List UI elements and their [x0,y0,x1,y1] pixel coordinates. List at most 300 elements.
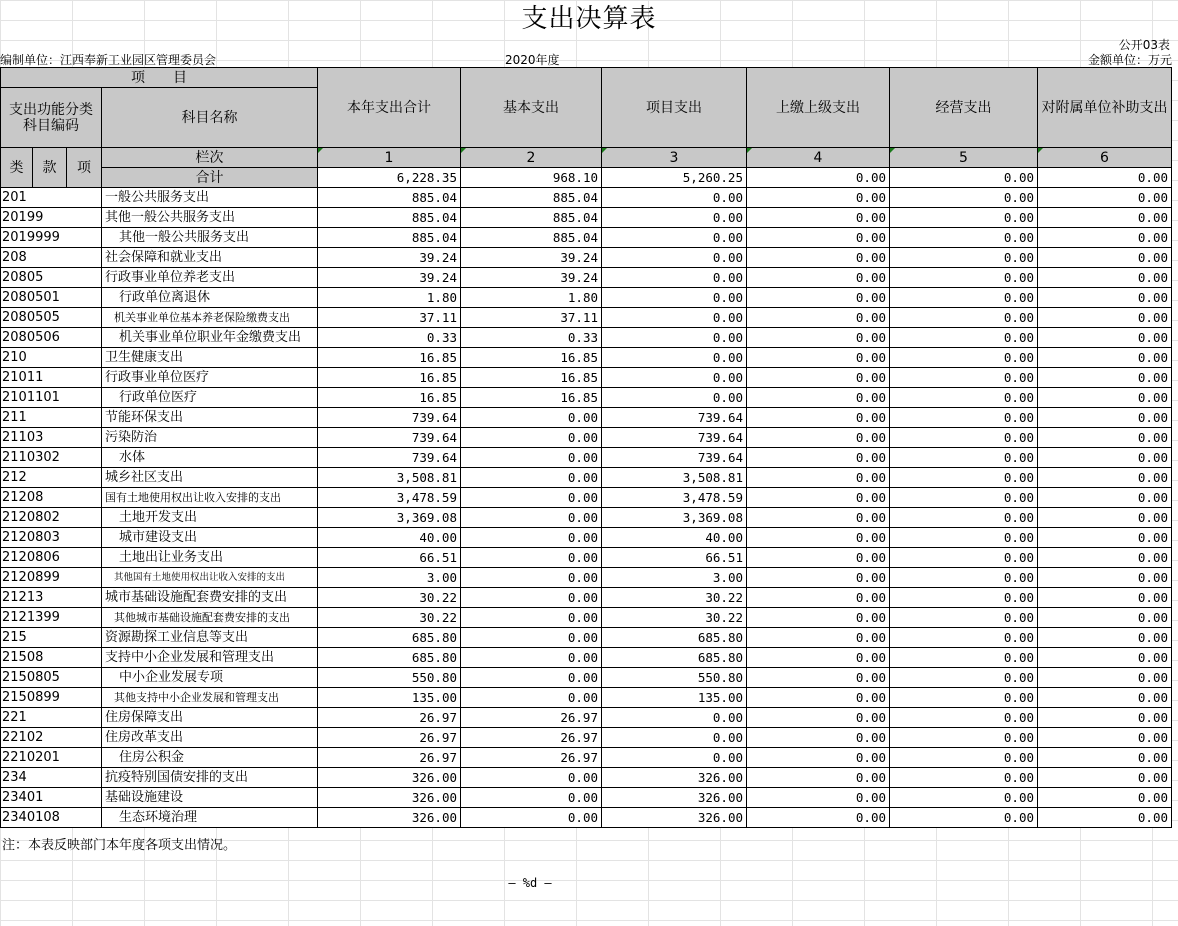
amount-cell: 0.00 [461,508,602,528]
amount-cell: 0.00 [890,728,1038,748]
amount-cell: 135.00 [602,688,747,708]
amount-cell: 0.00 [890,248,1038,268]
amount-cell: 0.00 [747,488,890,508]
amount-cell: 0.00 [1038,648,1172,668]
amount-cell: 66.51 [318,548,461,568]
col-number: 4 [747,148,890,168]
subject-name: 污染防治 [102,428,318,448]
amount-cell: 0.00 [747,508,890,528]
subject-name: 资源勘探工业信息等支出 [102,628,318,648]
amount-cell: 0.00 [602,348,747,368]
amount-cell: 0.00 [461,408,602,428]
amount-cell: 0.00 [461,568,602,588]
amount-cell: 0.00 [461,548,602,568]
amount-cell: 16.85 [318,368,461,388]
subject-name: 住房改革支出 [102,728,318,748]
amount-cell: 30.22 [318,608,461,628]
amount-cell: 0.00 [747,688,890,708]
col-number: 5 [890,148,1038,168]
table-row [1,748,1172,768]
amount-cell: 0.00 [1038,428,1172,448]
amount-cell: 0.00 [890,308,1038,328]
amount-cell: 0.00 [890,448,1038,468]
amount-cell: 0.00 [890,668,1038,688]
subject-name: 卫生健康支出 [102,348,318,368]
amount-cell: 26.97 [318,748,461,768]
amount-cell: 885.04 [461,208,602,228]
table-row [1,288,1172,308]
table-row [1,408,1172,428]
amount-cell: 0.00 [747,368,890,388]
amount-cell: 739.64 [602,428,747,448]
subject-name: 中小企业发展专项 [102,668,318,688]
amount-cell: 0.00 [747,348,890,368]
table-row [1,688,1172,708]
subject-name: 国有土地使用权出让收入安排的支出 [102,488,318,508]
subject-name: 土地开发支出 [102,508,318,528]
amount-cell: 0.00 [747,708,890,728]
amount-cell: 16.85 [461,348,602,368]
amount-cell: 0.00 [890,648,1038,668]
amount-cell: 37.11 [461,308,602,328]
amount-cell: 0.00 [1038,348,1172,368]
amount-cell: 0.00 [461,488,602,508]
subject-name: 其他一般公共服务支出 [102,228,318,248]
subject-code: 2101101 [1,388,102,408]
amount-cell: 0.00 [602,708,747,728]
amount-cell: 0.00 [747,668,890,688]
table-row [1,768,1172,788]
subject-code: 2019999 [1,228,102,248]
amount-cell: 0.00 [1038,508,1172,528]
table-row [1,308,1172,328]
amount-cell: 0.00 [747,588,890,608]
table-row [1,708,1172,728]
header-col-business: 经营支出 [890,68,1038,148]
table-row [1,668,1172,688]
amount-cell: 550.80 [318,668,461,688]
subject-code: 2080505 [1,308,102,328]
amount-cell: 0.00 [890,288,1038,308]
subject-code: 221 [1,708,102,728]
amount-cell: 0.00 [1038,608,1172,628]
subject-name: 其他一般公共服务支出 [102,208,318,228]
amount-cell: 739.64 [602,408,747,428]
subject-name: 生态环境治理 [102,808,318,828]
table-row [1,188,1172,208]
amount-cell: 0.00 [747,208,890,228]
amount-cell: 0.00 [1038,748,1172,768]
amount-cell: 0.00 [1038,208,1172,228]
header-xiangmu: 项 目 [1,68,318,88]
subject-code: 20199 [1,208,102,228]
amount-cell: 0.00 [747,408,890,428]
amount-cell: 0.00 [890,428,1038,448]
amount-cell: 0.00 [890,348,1038,368]
table-row [1,328,1172,348]
amount-cell: 739.64 [318,428,461,448]
subject-code: 21011 [1,368,102,388]
amount-cell: 0.00 [890,688,1038,708]
amount-cell: 0.00 [890,708,1038,728]
amount-cell: 30.22 [318,588,461,608]
amount-cell: 0.00 [1038,188,1172,208]
subject-code: 21208 [1,488,102,508]
amount-cell: 0.00 [890,408,1038,428]
amount-cell: 39.24 [318,248,461,268]
table-row [1,508,1172,528]
amount-cell: 39.24 [318,268,461,288]
amount-cell: 0.00 [602,328,747,348]
header-lanci: 栏次 [102,148,318,168]
amount-cell: 0.00 [747,528,890,548]
amount-cell: 0.00 [461,688,602,708]
subject-code: 2340108 [1,808,102,828]
amount-cell: 0.00 [747,228,890,248]
amount-cell: 0.00 [461,448,602,468]
table-row [1,468,1172,488]
amount-cell: 0.00 [890,468,1038,488]
amount-cell: 0.00 [1038,628,1172,648]
amount-cell: 0.00 [890,568,1038,588]
amount-cell: 26.97 [461,748,602,768]
amount-cell: 0.00 [602,208,747,228]
subject-code: 2120802 [1,508,102,528]
subject-code: 201 [1,188,102,208]
header-lei: 类 [1,148,33,188]
amount-cell: 0.00 [461,768,602,788]
amount-cell: 0.33 [461,328,602,348]
header-name-col: 科目名称 [102,88,318,148]
amount-cell: 0.00 [747,428,890,448]
amount-cell: 0.00 [747,268,890,288]
subject-code: 210 [1,348,102,368]
table-row [1,428,1172,448]
amount-cell: 40.00 [318,528,461,548]
amount-cell: 30.22 [602,588,747,608]
amount-cell: 30.22 [602,608,747,628]
amount-cell: 0.00 [461,428,602,448]
amount-cell: 37.11 [318,308,461,328]
subject-code: 2080506 [1,328,102,348]
subject-code: 215 [1,628,102,648]
amount-cell: 0.00 [1038,448,1172,468]
subject-code: 208 [1,248,102,268]
header-kuan: 款 [33,148,67,188]
amount-cell: 3.00 [318,568,461,588]
amount-cell: 685.80 [602,648,747,668]
amount-cell: 0.00 [1038,268,1172,288]
amount-cell: 685.80 [602,628,747,648]
table-row [1,248,1172,268]
subject-code: 211 [1,408,102,428]
subject-code: 234 [1,768,102,788]
amount-cell: 0.00 [890,528,1038,548]
amount-cell: 0.00 [890,768,1038,788]
amount-cell: 0.00 [461,648,602,668]
total-cell: 968.10 [461,168,602,188]
amount-cell: 0.00 [890,208,1038,228]
subject-name: 住房保障支出 [102,708,318,728]
amount-cell: 885.04 [318,228,461,248]
amount-cell: 0.00 [1038,528,1172,548]
amount-cell: 0.00 [1038,408,1172,428]
page-number: — %d — [508,876,552,890]
amount-cell: 0.00 [461,608,602,628]
amount-cell: 0.00 [1038,288,1172,308]
subject-name: 行政事业单位医疗 [102,368,318,388]
amount-cell: 885.04 [461,188,602,208]
amount-cell: 0.00 [1038,808,1172,828]
subject-code: 21103 [1,428,102,448]
subject-name: 住房公积金 [102,748,318,768]
amount-cell: 0.00 [1038,388,1172,408]
amount-cell: 0.00 [747,248,890,268]
amount-cell: 0.00 [602,748,747,768]
amount-cell: 0.00 [461,588,602,608]
header-col-basic: 基本支出 [461,68,602,148]
amount-cell: 739.64 [318,448,461,468]
amount-cell: 0.00 [1038,708,1172,728]
amount-cell: 0.00 [602,288,747,308]
amount-cell: 0.00 [747,628,890,648]
subject-code: 21213 [1,588,102,608]
expenditure-table [0,67,1172,828]
amount-cell: 550.80 [602,668,747,688]
amount-cell: 3,508.81 [602,468,747,488]
total-cell: 0.00 [890,168,1038,188]
amount-cell: 0.00 [1038,308,1172,328]
amount-cell: 0.00 [747,288,890,308]
subject-name: 机关事业单位职业年金缴费支出 [102,328,318,348]
amount-cell: 0.00 [602,188,747,208]
amount-cell: 739.64 [602,448,747,468]
header-code-group: 支出功能分类 科目编码 [1,88,102,148]
amount-cell: 0.00 [1038,568,1172,588]
page-title: 支出决算表 [521,4,657,34]
amount-cell: 3,369.08 [602,508,747,528]
subject-name: 社会保障和就业支出 [102,248,318,268]
table-row [1,488,1172,508]
subject-code: 2120803 [1,528,102,548]
subject-name: 其他支持中小企业发展和管理支出 [102,688,318,708]
amount-cell: 3.00 [602,568,747,588]
amount-cell: 0.00 [890,788,1038,808]
amount-cell: 0.00 [890,328,1038,348]
amount-cell: 1.80 [318,288,461,308]
amount-cell: 326.00 [602,768,747,788]
table-row [1,448,1172,468]
subject-name: 水体 [102,448,318,468]
table-row [1,228,1172,248]
amount-cell: 0.00 [747,568,890,588]
subject-code: 20805 [1,268,102,288]
table-note: 注：本表反映部门本年度各项支出情况。 [2,838,237,853]
subject-name: 机关事业单位基本养老保险缴费支出 [102,308,318,328]
amount-cell: 0.00 [890,368,1038,388]
amount-cell: 0.00 [747,188,890,208]
amount-cell: 3,478.59 [318,488,461,508]
amount-cell: 0.00 [1038,248,1172,268]
amount-cell: 16.85 [461,368,602,388]
amount-cell: 0.00 [602,228,747,248]
amount-cell: 0.00 [1038,728,1172,748]
amount-cell: 0.00 [1038,588,1172,608]
table-row [1,548,1172,568]
amount-cell: 0.00 [890,228,1038,248]
subject-name: 城市基础设施配套费安排的支出 [102,588,318,608]
amount-cell: 0.00 [1038,228,1172,248]
amount-cell: 0.00 [602,368,747,388]
subject-name: 城市建设支出 [102,528,318,548]
col-number: 6 [1038,148,1172,168]
form-number: 公开03表 [1118,38,1170,52]
header-xiang: 项 [67,148,102,188]
subject-name: 行政事业单位养老支出 [102,268,318,288]
amount-cell: 0.00 [747,788,890,808]
header-col-upper: 上缴上级支出 [747,68,890,148]
amount-cell: 0.00 [602,268,747,288]
subject-name: 行政单位离退休 [102,288,318,308]
amount-cell: 0.00 [747,808,890,828]
amount-unit: 金额单位：万元 [1087,53,1172,67]
subject-name: 支持中小企业发展和管理支出 [102,648,318,668]
amount-cell: 0.00 [747,308,890,328]
subject-name: 一般公共服务支出 [102,188,318,208]
subject-code: 2080501 [1,288,102,308]
amount-cell: 0.00 [602,248,747,268]
amount-cell: 0.00 [747,328,890,348]
amount-cell: 0.00 [747,748,890,768]
table-row [1,648,1172,668]
subject-name: 基础设施建设 [102,788,318,808]
amount-cell: 0.00 [747,388,890,408]
amount-cell: 685.80 [318,628,461,648]
subject-code: 21508 [1,648,102,668]
amount-cell: 885.04 [318,208,461,228]
amount-cell: 26.97 [461,728,602,748]
amount-cell: 0.00 [461,668,602,688]
subject-name: 行政单位医疗 [102,388,318,408]
amount-cell: 326.00 [602,808,747,828]
amount-cell: 885.04 [461,228,602,248]
subject-name: 土地出让业务支出 [102,548,318,568]
amount-cell: 16.85 [318,388,461,408]
amount-cell: 0.00 [461,468,602,488]
amount-cell: 326.00 [318,788,461,808]
amount-cell: 0.00 [890,388,1038,408]
table-row [1,628,1172,648]
subject-name: 其他国有土地使用权出让收入安排的支出 [102,568,318,588]
amount-cell: 326.00 [602,788,747,808]
amount-cell: 0.00 [1038,488,1172,508]
subject-code: 2121399 [1,608,102,628]
amount-cell: 0.00 [890,588,1038,608]
amount-cell: 0.00 [1038,668,1172,688]
subject-name: 抗疫特别国债安排的支出 [102,768,318,788]
subject-name: 其他城市基础设施配套费安排的支出 [102,608,318,628]
col-number: 2 [461,148,602,168]
amount-cell: 0.00 [747,468,890,488]
subject-code: 22102 [1,728,102,748]
table-row [1,388,1172,408]
header-heji: 合计 [102,168,318,188]
total-cell: 5,260.25 [602,168,747,188]
amount-cell: 0.00 [602,388,747,408]
amount-cell: 0.00 [890,188,1038,208]
amount-cell: 0.00 [1038,768,1172,788]
amount-cell: 0.00 [602,308,747,328]
amount-cell: 0.00 [747,768,890,788]
table-row [1,208,1172,228]
total-cell: 6,228.35 [318,168,461,188]
table-row [1,568,1172,588]
subject-code: 2120899 [1,568,102,588]
amount-cell: 26.97 [318,708,461,728]
header-col-project: 项目支出 [602,68,747,148]
table-row [1,528,1172,548]
amount-cell: 0.00 [890,628,1038,648]
amount-cell: 885.04 [318,188,461,208]
amount-cell: 39.24 [461,248,602,268]
table-row [1,808,1172,828]
table-row [1,368,1172,388]
subject-code: 2110302 [1,448,102,468]
subject-code: 212 [1,468,102,488]
table-row [1,588,1172,608]
amount-cell: 0.00 [461,808,602,828]
header-col-subsidy: 对附属单位补助支出 [1038,68,1172,148]
amount-cell: 0.00 [747,448,890,468]
amount-cell: 0.00 [1038,328,1172,348]
amount-cell: 0.00 [890,808,1038,828]
table-row [1,608,1172,628]
amount-cell: 0.00 [461,528,602,548]
amount-cell: 0.00 [890,508,1038,528]
amount-cell: 0.00 [1038,548,1172,568]
col-number: 1 [318,148,461,168]
amount-cell: 0.00 [747,608,890,628]
amount-cell: 0.00 [747,548,890,568]
amount-cell: 326.00 [318,808,461,828]
amount-cell: 739.64 [318,408,461,428]
subject-code: 2150805 [1,668,102,688]
subject-name: 节能环保支出 [102,408,318,428]
amount-cell: 0.00 [1038,688,1172,708]
amount-cell: 0.00 [461,628,602,648]
amount-cell: 0.00 [1038,468,1172,488]
amount-cell: 0.00 [890,548,1038,568]
amount-cell: 16.85 [318,348,461,368]
table-row [1,348,1172,368]
total-cell: 0.00 [747,168,890,188]
amount-cell: 66.51 [602,548,747,568]
amount-cell: 3,369.08 [318,508,461,528]
amount-cell: 26.97 [318,728,461,748]
amount-cell: 0.00 [890,608,1038,628]
amount-cell: 39.24 [461,268,602,288]
total-cell: 0.00 [1038,168,1172,188]
meta-row [0,51,1178,67]
amount-cell: 0.00 [890,748,1038,768]
amount-cell: 40.00 [602,528,747,548]
amount-cell: 0.00 [747,648,890,668]
fiscal-year: 2020年度 [505,53,560,67]
header-col-total: 本年支出合计 [318,68,461,148]
amount-cell: 26.97 [461,708,602,728]
amount-cell: 0.33 [318,328,461,348]
table-row [1,788,1172,808]
